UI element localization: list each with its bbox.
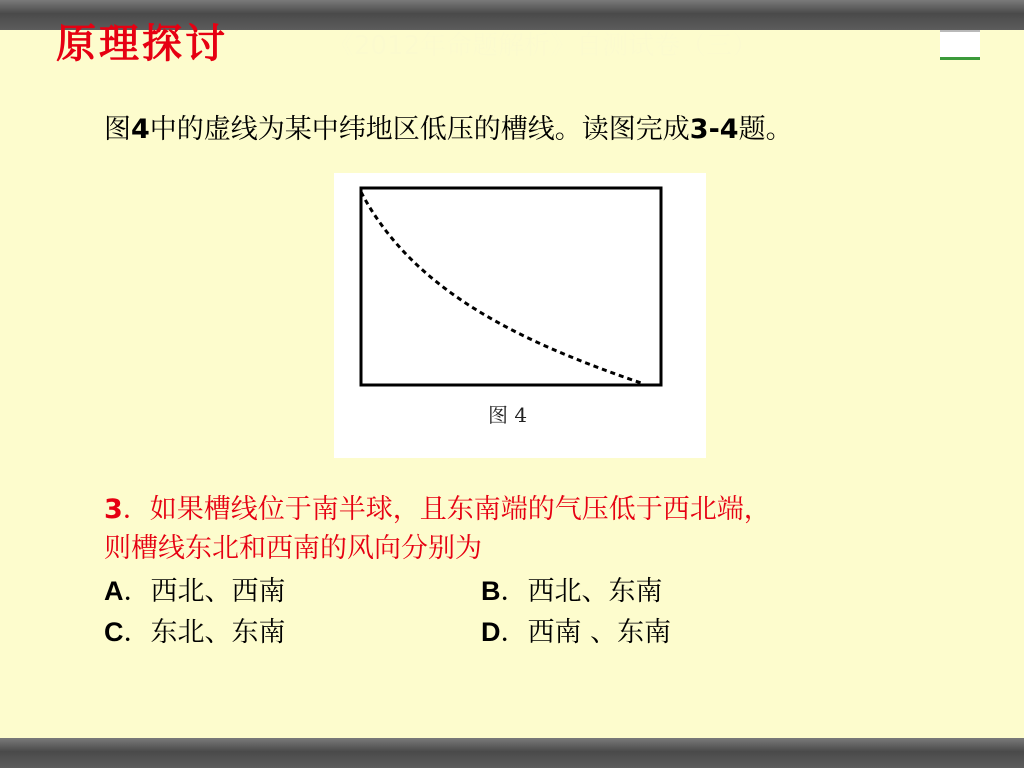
option-a-text: ．西北、西南 xyxy=(123,576,286,607)
question-line-1 xyxy=(104,490,964,529)
figure-4 xyxy=(334,173,706,458)
option-b-letter: B xyxy=(481,576,501,606)
option-d[interactable] xyxy=(481,614,671,651)
option-c[interactable] xyxy=(104,614,286,651)
question-3 xyxy=(104,490,964,568)
prompt-figure-number: 4 xyxy=(131,114,150,145)
slide-thumbnail-icon[interactable] xyxy=(940,30,980,60)
prompt-question-range: 3-4 xyxy=(689,114,739,145)
prompt-middle: 中的虚线为某中纬地区低压的槽线。读图完成 xyxy=(149,114,690,145)
figure-caption: 图 4 xyxy=(488,403,528,427)
trough-line xyxy=(361,192,644,384)
option-b-text: ．西北、东南 xyxy=(500,576,663,607)
prompt-suffix: 题。 xyxy=(738,114,793,145)
option-d-letter: D xyxy=(481,617,501,647)
question-line-2: 则槽线东北和西南的风向分别为 xyxy=(104,533,482,564)
option-d-text: ．西南 、东南 xyxy=(500,617,672,648)
bottom-bar xyxy=(0,738,1024,768)
option-c-letter: C xyxy=(104,617,124,647)
option-c-text: ．东北、东南 xyxy=(123,617,286,648)
option-b[interactable] xyxy=(481,573,663,610)
option-a-letter: A xyxy=(104,576,124,606)
question-text-1: ．如果槽线位于南半球，且东南端的气压低于西北端， xyxy=(122,494,771,525)
section-title: 原理探讨 xyxy=(56,20,228,67)
option-a[interactable] xyxy=(104,573,286,610)
figure-frame xyxy=(361,188,661,385)
question-number: 3 xyxy=(104,494,123,525)
question-prompt xyxy=(104,112,793,148)
exam-title: 《2012年命题解析》自测试卷（三） xyxy=(328,31,759,61)
prompt-prefix: 图 xyxy=(104,114,131,145)
